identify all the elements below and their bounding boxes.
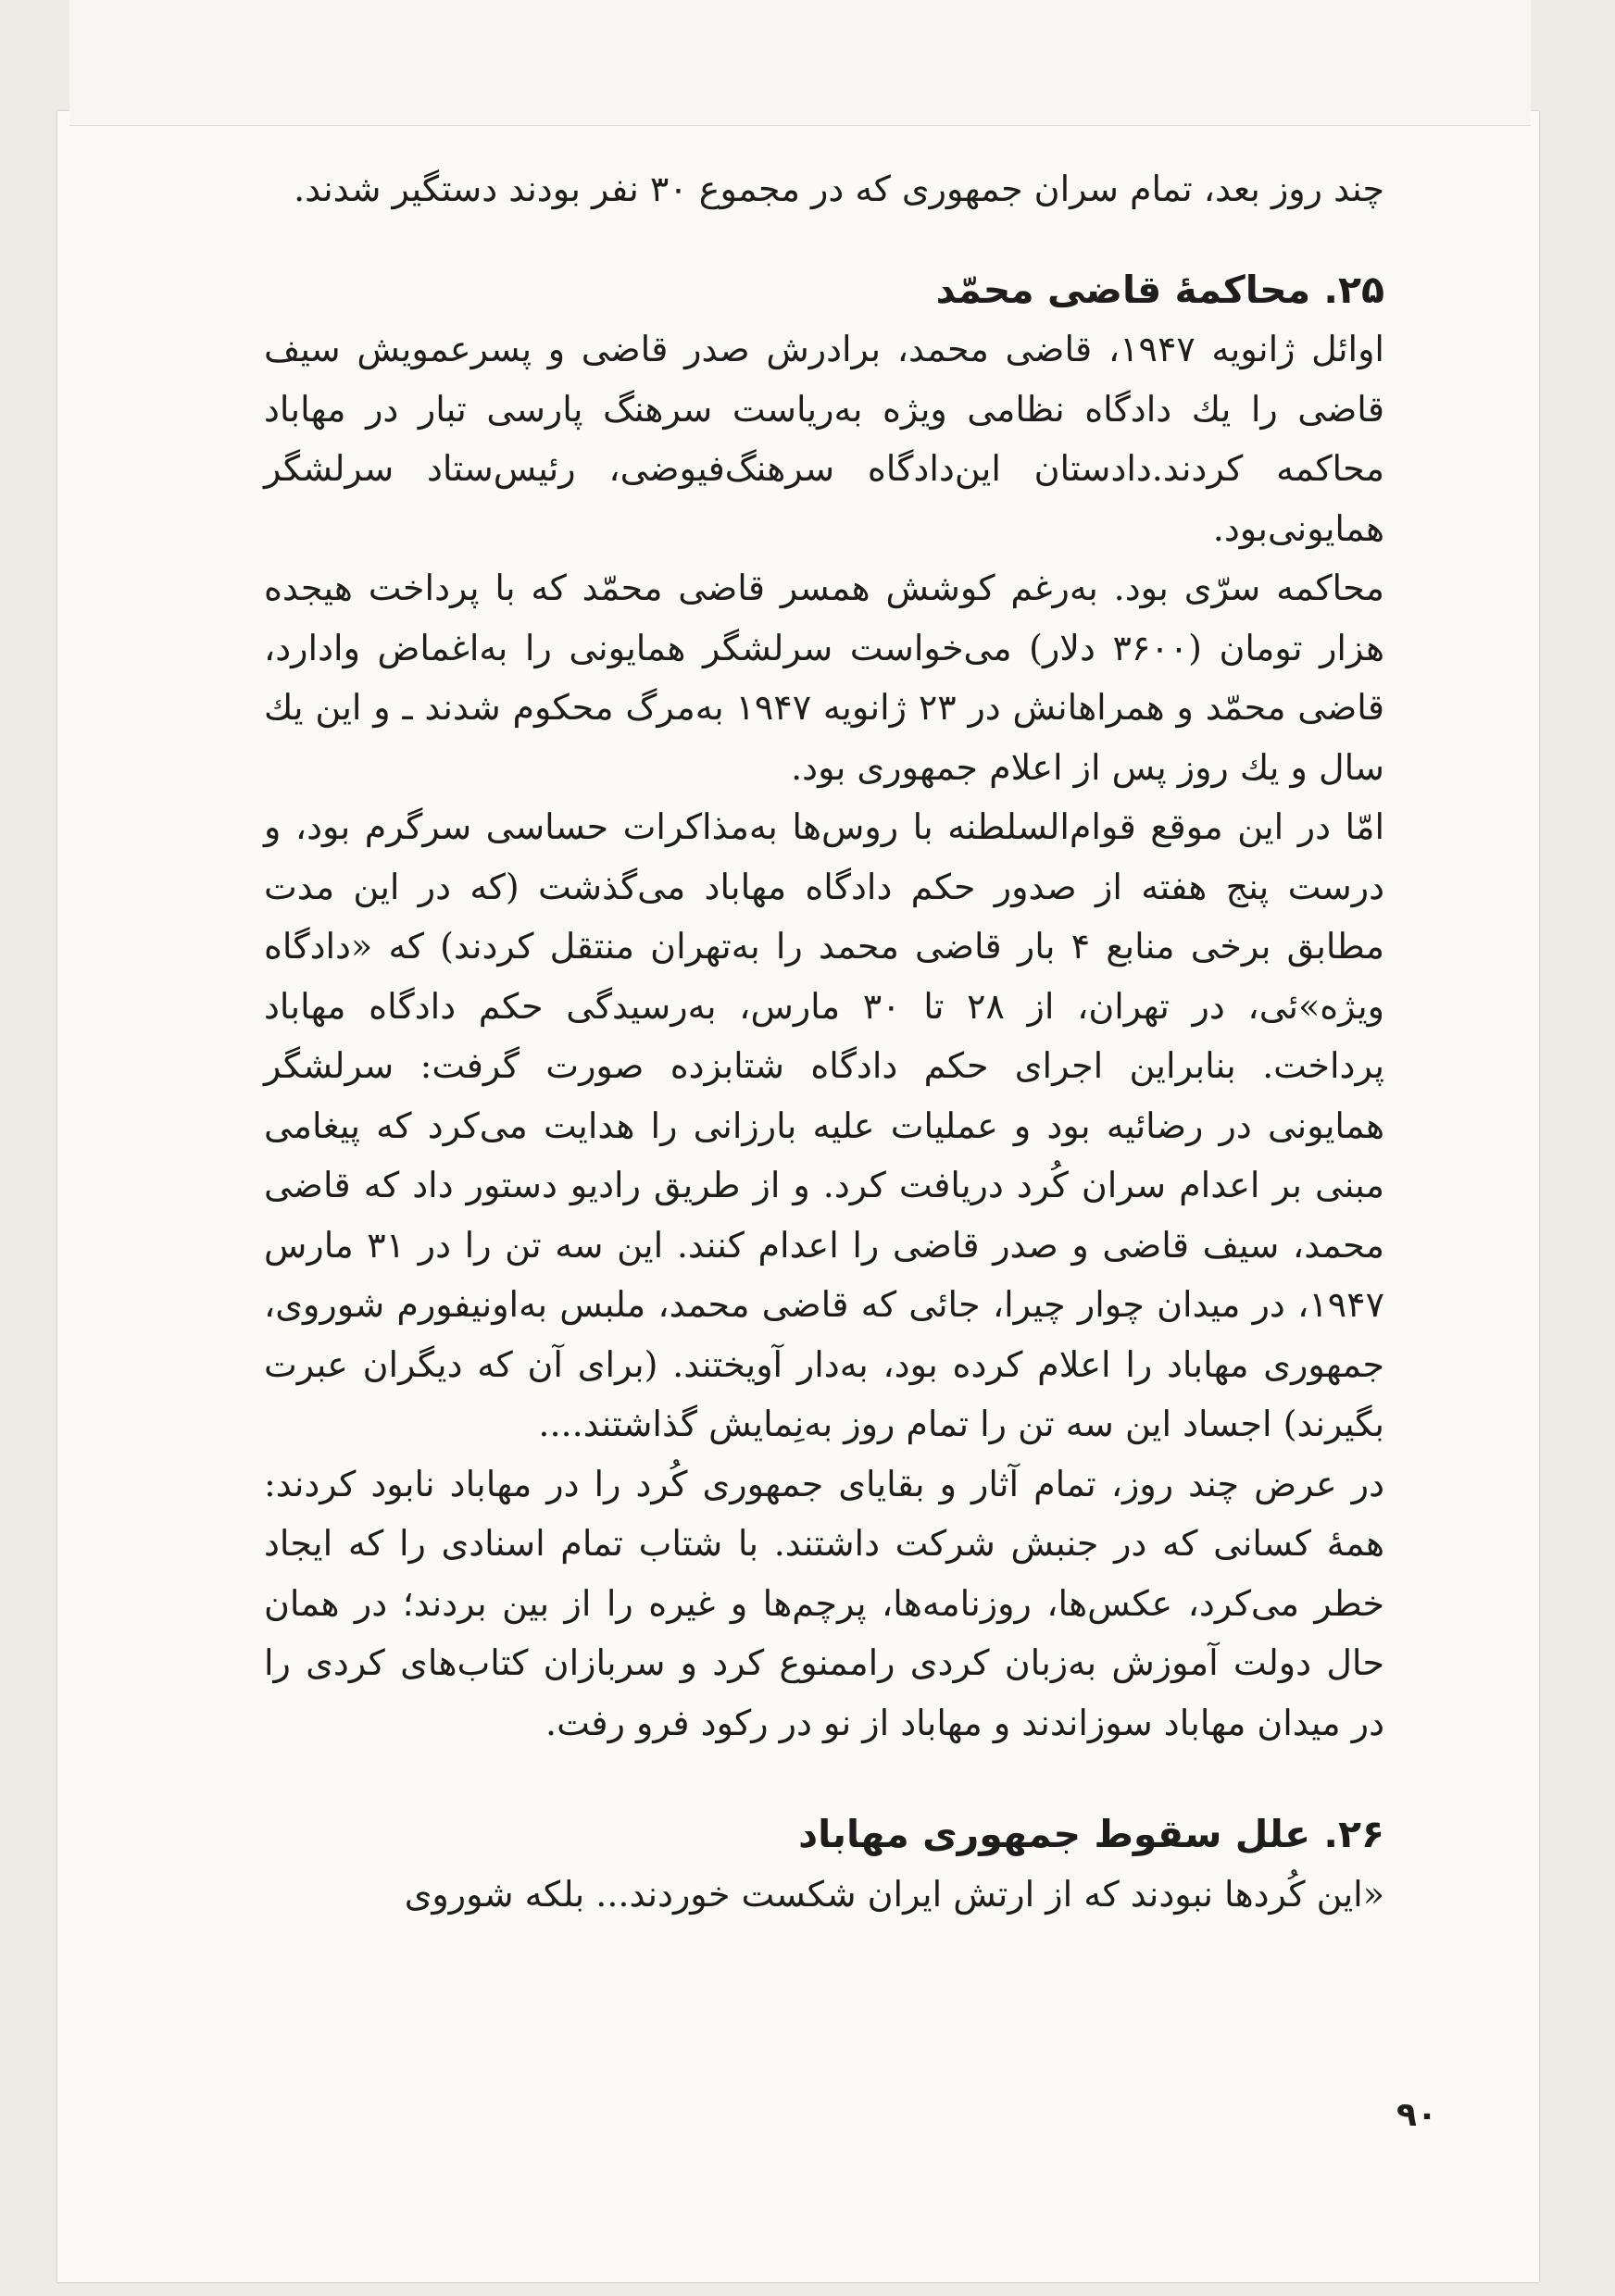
- paragraph-trial-3: امّا در این موقع قوام‌السلطنه با روس‌ها به‌مذاکرات حساسی سرگرم بود، و درست پنج هفته از صدور حکم دادگاه مهاباد می‌گذشت (که در این مدت مطابق برخی منابع ۴ بار قاضی محمد را به‌تهران منتقل کردند) که «دادگاه ویژه»ئی، در تهران، از ۲۸ تا ۳۰ مارس، به‌رسیدگی حکم دادگاه مهاباد پرداخت. بنابراین اجرای حکم دادگاه شتابزده صورت گرفت: سرلشگر همایونی در رضائیه بود و عملیات علیه بارزانی را هدایت می‌کرد که پیغامی مبنی بر اعدام سران کُرد دریافت کرد. و از طریق رادیو دستور داد که قاضی محمد، سیف قاضی و صدر قاضی را اعدام کنند. این سه تن را در ۳۱ مارس ۱۹۴۷، در میدان چوار چیرا، جائی که قاضی محمد، ملبس به‌اونیفورم شوروی، جمهوری مهاباد را اعلام کرده بود، به‌دار آویختند. (برای آن که دیگران عبرت بگیرند) اجساد این سه تن را تمام روز به‌نِمایش گذاشتند....: [264, 806, 1384, 1444]
- paragraph-trial-1: اوائل ژانویه ۱۹۴۷، قاضی محمد، برادرش صدر قاضی و پسرعمویش سیف قاضی را یك دادگاه نظامی ویژه به‌ریاست سرهنگ پارسی تبار در مهاباد محاکمه کردند.دادستان این‌دادگاه سرهنگ‌فیوضی، رئیس‌ستاد سرلشگر همایونی‌بود.: [264, 329, 1384, 549]
- section-heading-25: ۲۵. محاکمهٔ قاضی محمّد: [935, 267, 1384, 312]
- paragraph-trial-2: محاکمه سرّی بود. به‌رغم کوشش همسر قاضی محمّد که با پرداخت هیجده هزار تومان (۳۶۰۰ دلار) می‌خواست سرلشگر همایونی را به‌اغماض وادارد، قاضی محمّد و همراهانش در ۲۳ ژانویه ۱۹۴۷ به‌مرگ محکوم شدند ـ و این یك سال و یك روز پس از اعلام جمهوری بود.: [264, 568, 1384, 788]
- page-number: ۹۰: [1396, 2096, 1437, 2134]
- page-top-edge: [69, 0, 1531, 126]
- paragraph-trial-4: در عرض چند روز، تمام آثار و بقایای جمهوری کُرد را در مهاباد نابود کردند: همهٔ کسانی که در جنبش شرکت داشتند. با شتاب تمام اسنادی را که ایجاد خطر می‌کرد، عکس‌ها، روزنامه‌ها، پرچم‌ها و غیره را از بین بردند؛ در همان حال دولت آموزش به‌زبان کردی راممنوع کرد و سربازان کتاب‌های کردی را در میدان مهاباد سوزاندند و مهاباد از نو در رکود فرو رفت.: [264, 1463, 1384, 1743]
- paragraph-intro: چند روز بعد، تمام سران جمهوری که در مجموع ۳۰ نفر بودند دستگیر شدند.: [294, 168, 1384, 209]
- page-body: [264, 159, 1384, 1924]
- paragraph-fall-1: «این کُردها نبودند که از ارتش ایران شکست خوردند... بلکه شوروی: [404, 1873, 1384, 1915]
- section-heading-26: ۲۶. علل سقوط جمهوری مهاباد: [798, 1812, 1384, 1856]
